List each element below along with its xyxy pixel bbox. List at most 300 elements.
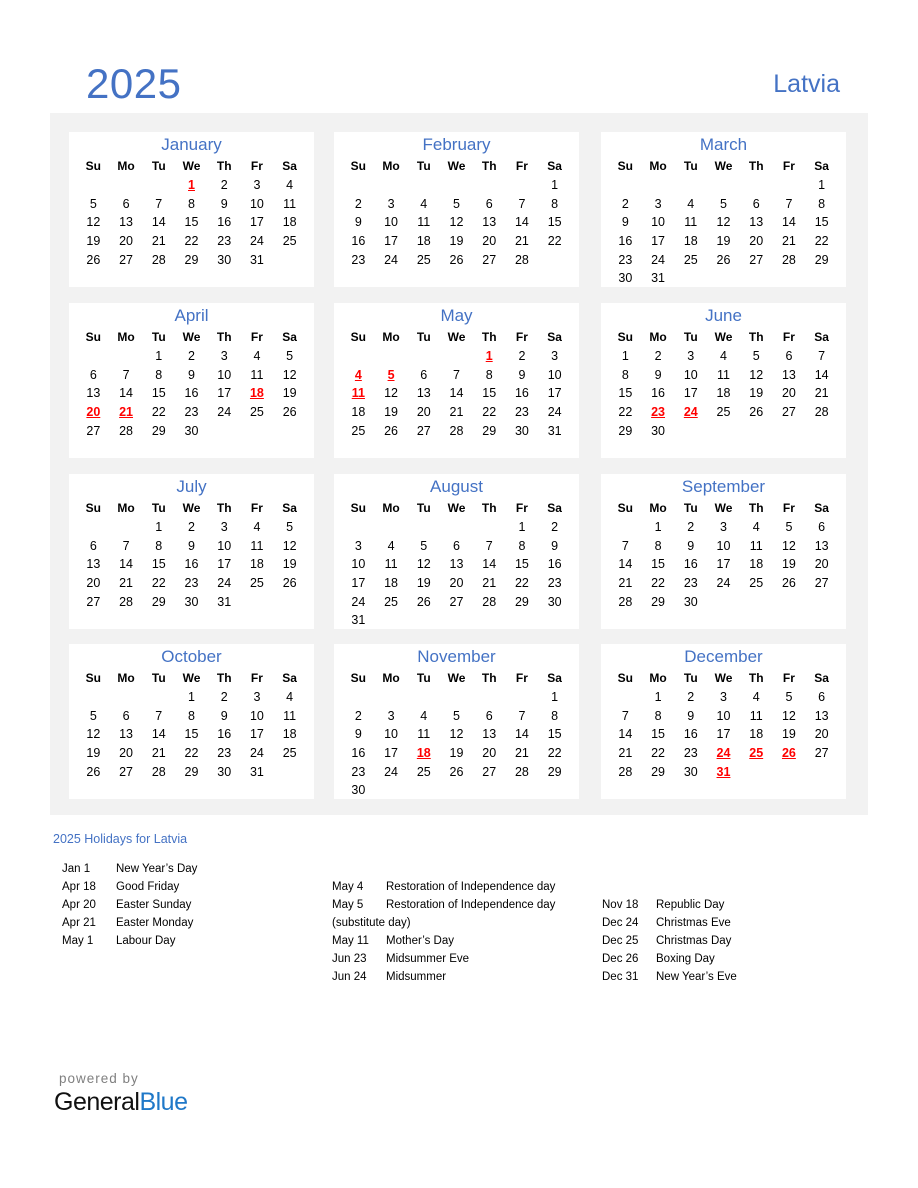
holiday-day-cell: 26 bbox=[781, 746, 796, 761]
holiday-name: Easter Monday bbox=[116, 917, 194, 929]
day-cell: 28 bbox=[781, 252, 796, 267]
day-cell: 24 bbox=[651, 252, 666, 267]
day-cell: 2 bbox=[687, 690, 695, 704]
day-cell: 21 bbox=[449, 405, 464, 420]
day-cell: 8 bbox=[155, 538, 163, 553]
day-cell: 25 bbox=[416, 764, 431, 779]
weekday-header: Su bbox=[350, 330, 367, 344]
holiday-date: Apr 18 bbox=[62, 881, 96, 893]
day-cell: 7 bbox=[155, 196, 163, 211]
weekday-header: Sa bbox=[814, 159, 829, 173]
weekday-header: Mo bbox=[649, 330, 667, 344]
day-cell: 4 bbox=[687, 196, 695, 211]
day-cell: 10 bbox=[384, 727, 399, 742]
day-cell: 27 bbox=[119, 764, 134, 779]
day-cell: 16 bbox=[651, 386, 666, 401]
empty-cell bbox=[142, 688, 175, 707]
day-cell: 7 bbox=[122, 538, 130, 553]
weekday-header: We bbox=[182, 501, 201, 515]
day-cell: 27 bbox=[814, 746, 829, 761]
holiday-day-cell: 24 bbox=[716, 746, 731, 761]
day-cell: 6 bbox=[122, 196, 130, 211]
holiday-date: Dec 25 bbox=[602, 935, 639, 947]
empty-cell bbox=[609, 518, 642, 537]
day-grid bbox=[601, 156, 846, 288]
day-cell: 7 bbox=[818, 349, 826, 363]
empty-cell bbox=[375, 688, 408, 707]
generalblue-logo[interactable] bbox=[54, 1088, 188, 1117]
day-cell: 16 bbox=[514, 386, 529, 401]
day-cell: 1 bbox=[654, 520, 662, 534]
holiday-name: New Year’s Day bbox=[116, 863, 198, 875]
day-cell: 17 bbox=[249, 215, 264, 230]
empty-cell bbox=[407, 518, 440, 537]
day-cell: 30 bbox=[184, 594, 199, 609]
month-title: August bbox=[430, 477, 483, 496]
day-cell: 11 bbox=[384, 557, 398, 572]
day-cell: 1 bbox=[818, 178, 826, 192]
day-cell: 31 bbox=[351, 613, 366, 628]
weekday-header: We bbox=[182, 159, 201, 173]
day-cell: 13 bbox=[781, 367, 796, 382]
day-cell: 13 bbox=[482, 727, 497, 742]
day-cell: 25 bbox=[249, 405, 264, 420]
weekday-header: Mo bbox=[117, 330, 135, 344]
day-cell: 16 bbox=[217, 727, 232, 742]
day-cell: 23 bbox=[217, 234, 232, 249]
empty-cell bbox=[375, 347, 408, 366]
day-cell: 22 bbox=[651, 746, 666, 761]
day-cell: 11 bbox=[417, 727, 431, 742]
day-grid bbox=[69, 498, 314, 611]
day-cell: 14 bbox=[151, 727, 166, 742]
day-grid bbox=[334, 327, 579, 440]
day-cell: 5 bbox=[453, 196, 460, 211]
weekday-header: Sa bbox=[282, 159, 297, 173]
holiday-name: Easter Sunday bbox=[116, 899, 192, 911]
day-cell: 24 bbox=[217, 576, 232, 591]
weekday-header: Fr bbox=[515, 501, 528, 515]
empty-cell bbox=[77, 688, 110, 707]
day-cell: 19 bbox=[86, 746, 101, 761]
holiday-date: May 5 bbox=[332, 899, 364, 911]
empty-cell bbox=[110, 688, 143, 707]
day-cell: 6 bbox=[420, 367, 428, 382]
weekday-header: Fr bbox=[782, 159, 795, 173]
day-cell: 3 bbox=[387, 708, 395, 723]
day-cell: 24 bbox=[217, 405, 232, 420]
weekday-header: Sa bbox=[282, 501, 297, 515]
holiday-list-column-2 bbox=[332, 878, 555, 986]
holiday-item bbox=[602, 968, 737, 986]
day-cell: 10 bbox=[249, 708, 264, 723]
day-cell: 9 bbox=[220, 196, 228, 211]
day-cell: 17 bbox=[249, 727, 264, 742]
day-cell: 26 bbox=[86, 252, 101, 267]
day-cell: 2 bbox=[188, 520, 195, 534]
day-cell: 31 bbox=[547, 423, 562, 438]
weekday-header: Mo bbox=[382, 159, 400, 173]
day-cell: 2 bbox=[687, 520, 695, 534]
weekday-header: Mo bbox=[117, 159, 135, 173]
day-cell: 22 bbox=[814, 234, 829, 249]
day-cell: 19 bbox=[449, 234, 464, 249]
day-cell: 29 bbox=[151, 423, 166, 438]
day-cell: 10 bbox=[351, 557, 366, 572]
weekday-header: Fr bbox=[250, 501, 263, 515]
day-cell: 29 bbox=[651, 594, 666, 609]
day-cell: 6 bbox=[818, 520, 826, 534]
day-cell: 25 bbox=[716, 405, 731, 420]
day-cell: 26 bbox=[282, 576, 297, 591]
day-cell: 6 bbox=[785, 349, 793, 363]
day-cell: 7 bbox=[621, 708, 629, 723]
weekday-header: Tu bbox=[416, 671, 431, 685]
holiday-date: Nov 18 bbox=[602, 899, 639, 911]
holiday-list-column-1 bbox=[62, 860, 197, 950]
day-cell: 5 bbox=[720, 196, 727, 211]
empty-cell bbox=[407, 347, 440, 366]
day-cell: 29 bbox=[651, 764, 666, 779]
weekday-header: Mo bbox=[649, 671, 667, 685]
powered-by-label: powered by bbox=[59, 1071, 139, 1086]
day-cell: 26 bbox=[86, 764, 101, 779]
day-cell: 26 bbox=[282, 405, 297, 420]
day-cell: 18 bbox=[749, 727, 764, 742]
month-title: June bbox=[705, 306, 742, 325]
day-cell: 18 bbox=[249, 557, 264, 572]
empty-cell bbox=[342, 176, 375, 195]
day-cell: 2 bbox=[188, 349, 195, 363]
day-cell: 20 bbox=[814, 727, 829, 742]
day-cell: 28 bbox=[618, 764, 633, 779]
day-cell: 20 bbox=[86, 576, 101, 591]
holiday-name: Republic Day bbox=[656, 899, 725, 911]
day-cell: 12 bbox=[449, 727, 464, 742]
day-cell: 23 bbox=[184, 405, 199, 420]
weekday-header: Mo bbox=[117, 671, 135, 685]
weekday-header: Th bbox=[216, 501, 232, 515]
day-cell: 21 bbox=[814, 386, 829, 401]
day-cell: 31 bbox=[651, 271, 666, 286]
empty-cell bbox=[440, 688, 473, 707]
day-cell: 21 bbox=[119, 576, 134, 591]
empty-cell bbox=[440, 347, 473, 366]
weekday-header: Mo bbox=[117, 501, 135, 515]
day-cell: 22 bbox=[514, 576, 529, 591]
day-cell: 23 bbox=[217, 746, 232, 761]
day-cell: 13 bbox=[416, 386, 431, 401]
month-may bbox=[334, 303, 579, 458]
weekday-header: Su bbox=[85, 330, 102, 344]
holiday-date: Apr 21 bbox=[62, 917, 96, 929]
weekday-header: We bbox=[182, 330, 201, 344]
day-cell: 20 bbox=[781, 386, 796, 401]
day-cell: 19 bbox=[781, 727, 796, 742]
day-cell: 2 bbox=[354, 196, 362, 211]
weekday-header: Su bbox=[350, 501, 367, 515]
weekday-header: We bbox=[447, 159, 466, 173]
day-cell: 24 bbox=[384, 764, 399, 779]
weekday-header: Th bbox=[748, 330, 764, 344]
holiday-day-cell: 1 bbox=[485, 349, 493, 363]
day-cell: 30 bbox=[618, 271, 633, 286]
day-cell: 23 bbox=[351, 764, 366, 779]
month-november bbox=[334, 644, 579, 799]
holiday-date: May 4 bbox=[332, 881, 364, 893]
day-cell: 5 bbox=[420, 538, 428, 553]
empty-cell bbox=[110, 176, 143, 195]
month-december bbox=[601, 644, 846, 799]
day-cell: 1 bbox=[188, 690, 195, 704]
day-cell: 24 bbox=[547, 405, 562, 420]
day-cell: 28 bbox=[119, 423, 134, 438]
day-cell: 5 bbox=[453, 708, 460, 723]
day-cell: 15 bbox=[814, 215, 829, 230]
day-cell: 22 bbox=[618, 405, 633, 420]
day-cell: 21 bbox=[514, 746, 529, 761]
day-cell: 28 bbox=[119, 594, 134, 609]
weekday-header: Sa bbox=[547, 159, 562, 173]
day-cell: 13 bbox=[814, 538, 829, 553]
day-cell: 2 bbox=[354, 708, 362, 723]
day-cell: 15 bbox=[651, 727, 666, 742]
weekday-header: Tu bbox=[151, 330, 166, 344]
day-cell: 17 bbox=[683, 386, 698, 401]
day-cell: 10 bbox=[217, 367, 232, 382]
day-cell: 29 bbox=[514, 594, 529, 609]
day-cell: 16 bbox=[683, 727, 698, 742]
day-cell: 22 bbox=[151, 576, 166, 591]
empty-cell bbox=[110, 518, 143, 537]
day-cell: 25 bbox=[282, 234, 297, 249]
holiday-name: Christmas Eve bbox=[656, 917, 731, 929]
day-cell: 29 bbox=[618, 423, 633, 438]
day-cell: 23 bbox=[184, 576, 199, 591]
day-cell: 22 bbox=[151, 405, 166, 420]
day-cell: 11 bbox=[684, 215, 698, 230]
day-cell: 6 bbox=[89, 367, 97, 382]
weekday-header: Tu bbox=[416, 330, 431, 344]
holiday-name: Good Friday bbox=[116, 881, 180, 893]
day-cell: 21 bbox=[514, 234, 529, 249]
day-cell: 25 bbox=[282, 746, 297, 761]
day-cell: 12 bbox=[781, 538, 796, 553]
empty-cell bbox=[773, 176, 806, 195]
weekday-header: Th bbox=[481, 330, 497, 344]
day-cell: 11 bbox=[283, 708, 297, 723]
weekday-header: Tu bbox=[416, 501, 431, 515]
day-cell: 9 bbox=[518, 367, 526, 382]
empty-cell bbox=[707, 176, 740, 195]
day-cell: 30 bbox=[683, 764, 698, 779]
weekday-header: Fr bbox=[250, 671, 263, 685]
weekday-header: Tu bbox=[151, 159, 166, 173]
day-cell: 29 bbox=[547, 764, 562, 779]
month-title: December bbox=[684, 647, 763, 666]
holiday-day-cell: 5 bbox=[387, 367, 395, 382]
day-cell: 22 bbox=[184, 234, 199, 249]
month-title: November bbox=[417, 647, 496, 666]
month-february bbox=[334, 132, 579, 287]
holiday-item bbox=[62, 896, 197, 914]
weekday-header: Mo bbox=[382, 501, 400, 515]
day-cell: 15 bbox=[547, 215, 562, 230]
day-cell: 26 bbox=[449, 252, 464, 267]
day-cell: 14 bbox=[618, 727, 633, 742]
day-cell: 19 bbox=[781, 557, 796, 572]
day-cell: 4 bbox=[720, 349, 727, 363]
holiday-day-cell: 1 bbox=[188, 178, 195, 192]
holiday-item bbox=[602, 950, 737, 968]
weekday-header: Sa bbox=[814, 330, 829, 344]
day-cell: 28 bbox=[482, 594, 497, 609]
day-cell: 18 bbox=[683, 234, 698, 249]
month-title: January bbox=[161, 135, 222, 154]
day-cell: 16 bbox=[217, 215, 232, 230]
day-cell: 17 bbox=[716, 727, 731, 742]
day-cell: 10 bbox=[716, 708, 731, 723]
day-cell: 14 bbox=[151, 215, 166, 230]
holiday-date: Jun 23 bbox=[332, 953, 367, 965]
day-cell: 21 bbox=[151, 234, 166, 249]
day-cell: 27 bbox=[482, 764, 497, 779]
day-cell: 1 bbox=[551, 690, 559, 704]
day-cell: 20 bbox=[449, 576, 464, 591]
holiday-day-cell: 18 bbox=[416, 746, 431, 761]
day-cell: 9 bbox=[354, 215, 362, 230]
day-cell: 15 bbox=[151, 557, 166, 572]
weekday-header: Su bbox=[350, 671, 367, 685]
weekday-header: We bbox=[714, 671, 733, 685]
day-cell: 6 bbox=[122, 708, 130, 723]
day-cell: 17 bbox=[716, 557, 731, 572]
day-cell: 4 bbox=[752, 690, 760, 704]
day-cell: 28 bbox=[514, 252, 529, 267]
day-cell: 14 bbox=[119, 386, 134, 401]
weekday-header: Su bbox=[617, 159, 634, 173]
holiday-item bbox=[62, 860, 197, 878]
day-cell: 2 bbox=[551, 520, 559, 534]
day-cell: 12 bbox=[86, 727, 101, 742]
day-cell: 10 bbox=[683, 367, 698, 382]
day-cell: 26 bbox=[716, 252, 731, 267]
day-cell: 1 bbox=[155, 349, 163, 363]
weekday-header: Th bbox=[748, 159, 764, 173]
weekday-header: Mo bbox=[649, 501, 667, 515]
day-cell: 8 bbox=[621, 367, 629, 382]
holiday-date: May 11 bbox=[332, 935, 369, 947]
day-cell: 13 bbox=[749, 215, 764, 230]
day-cell: 14 bbox=[618, 557, 633, 572]
day-cell: 7 bbox=[518, 708, 526, 723]
holiday-item bbox=[62, 932, 197, 950]
day-cell: 25 bbox=[249, 576, 264, 591]
day-cell: 2 bbox=[518, 349, 526, 363]
day-cell: 25 bbox=[749, 576, 764, 591]
day-cell: 11 bbox=[749, 538, 763, 553]
day-cell: 6 bbox=[752, 196, 760, 211]
day-cell: 8 bbox=[551, 708, 559, 723]
day-cell: 6 bbox=[818, 690, 826, 704]
day-cell: 26 bbox=[781, 576, 796, 591]
day-cell: 5 bbox=[286, 349, 294, 363]
weekday-header: We bbox=[714, 159, 733, 173]
brand-general: General bbox=[54, 1088, 140, 1116]
weekday-header: Su bbox=[85, 501, 102, 515]
month-august bbox=[334, 474, 579, 629]
day-cell: 3 bbox=[654, 196, 662, 211]
day-cell: 9 bbox=[354, 727, 362, 742]
empty-cell bbox=[440, 518, 473, 537]
empty-cell bbox=[440, 176, 473, 195]
day-cell: 26 bbox=[449, 764, 464, 779]
weekday-header: Fr bbox=[515, 159, 528, 173]
day-cell: 7 bbox=[122, 367, 130, 382]
weekday-header: Th bbox=[216, 330, 232, 344]
day-cell: 31 bbox=[249, 764, 264, 779]
empty-cell bbox=[609, 688, 642, 707]
holiday-item bbox=[332, 968, 555, 986]
month-october bbox=[69, 644, 314, 799]
day-grid bbox=[601, 498, 846, 611]
day-cell: 4 bbox=[420, 708, 428, 723]
empty-cell bbox=[342, 347, 375, 366]
day-cell: 17 bbox=[384, 234, 399, 249]
weekday-header: Tu bbox=[151, 501, 166, 515]
day-cell: 29 bbox=[184, 764, 199, 779]
day-cell: 2 bbox=[220, 690, 228, 704]
day-cell: 20 bbox=[482, 746, 497, 761]
weekday-header: Fr bbox=[515, 330, 528, 344]
day-cell: 12 bbox=[716, 215, 731, 230]
day-cell: 3 bbox=[720, 690, 727, 704]
day-cell: 20 bbox=[749, 234, 764, 249]
day-cell: 18 bbox=[416, 234, 431, 249]
day-cell: 30 bbox=[683, 594, 698, 609]
day-cell: 12 bbox=[384, 386, 399, 401]
day-cell: 6 bbox=[485, 708, 493, 723]
day-cell: 11 bbox=[250, 538, 264, 553]
day-cell: 21 bbox=[781, 234, 796, 249]
day-cell: 8 bbox=[188, 708, 195, 723]
day-cell: 27 bbox=[86, 423, 101, 438]
day-cell: 8 bbox=[654, 538, 662, 553]
day-cell: 30 bbox=[217, 252, 232, 267]
day-cell: 12 bbox=[449, 215, 464, 230]
holiday-list-column-3 bbox=[602, 896, 737, 986]
weekday-header: Sa bbox=[814, 671, 829, 685]
day-grid bbox=[334, 668, 579, 800]
day-cell: 16 bbox=[351, 234, 366, 249]
day-cell: 3 bbox=[354, 538, 362, 553]
weekday-header: Sa bbox=[547, 330, 562, 344]
day-cell: 26 bbox=[749, 405, 764, 420]
empty-cell bbox=[506, 688, 539, 707]
day-cell: 15 bbox=[184, 727, 199, 742]
day-cell: 9 bbox=[220, 708, 228, 723]
empty-cell bbox=[142, 176, 175, 195]
day-cell: 3 bbox=[687, 349, 695, 363]
weekday-header: Mo bbox=[382, 671, 400, 685]
day-cell: 12 bbox=[749, 367, 764, 382]
holiday-date: Apr 20 bbox=[62, 899, 96, 911]
day-cell: 21 bbox=[151, 746, 166, 761]
month-title: September bbox=[681, 477, 766, 496]
month-title: March bbox=[699, 135, 748, 154]
weekday-header: Sa bbox=[547, 671, 562, 685]
weekday-header: Fr bbox=[250, 330, 263, 344]
